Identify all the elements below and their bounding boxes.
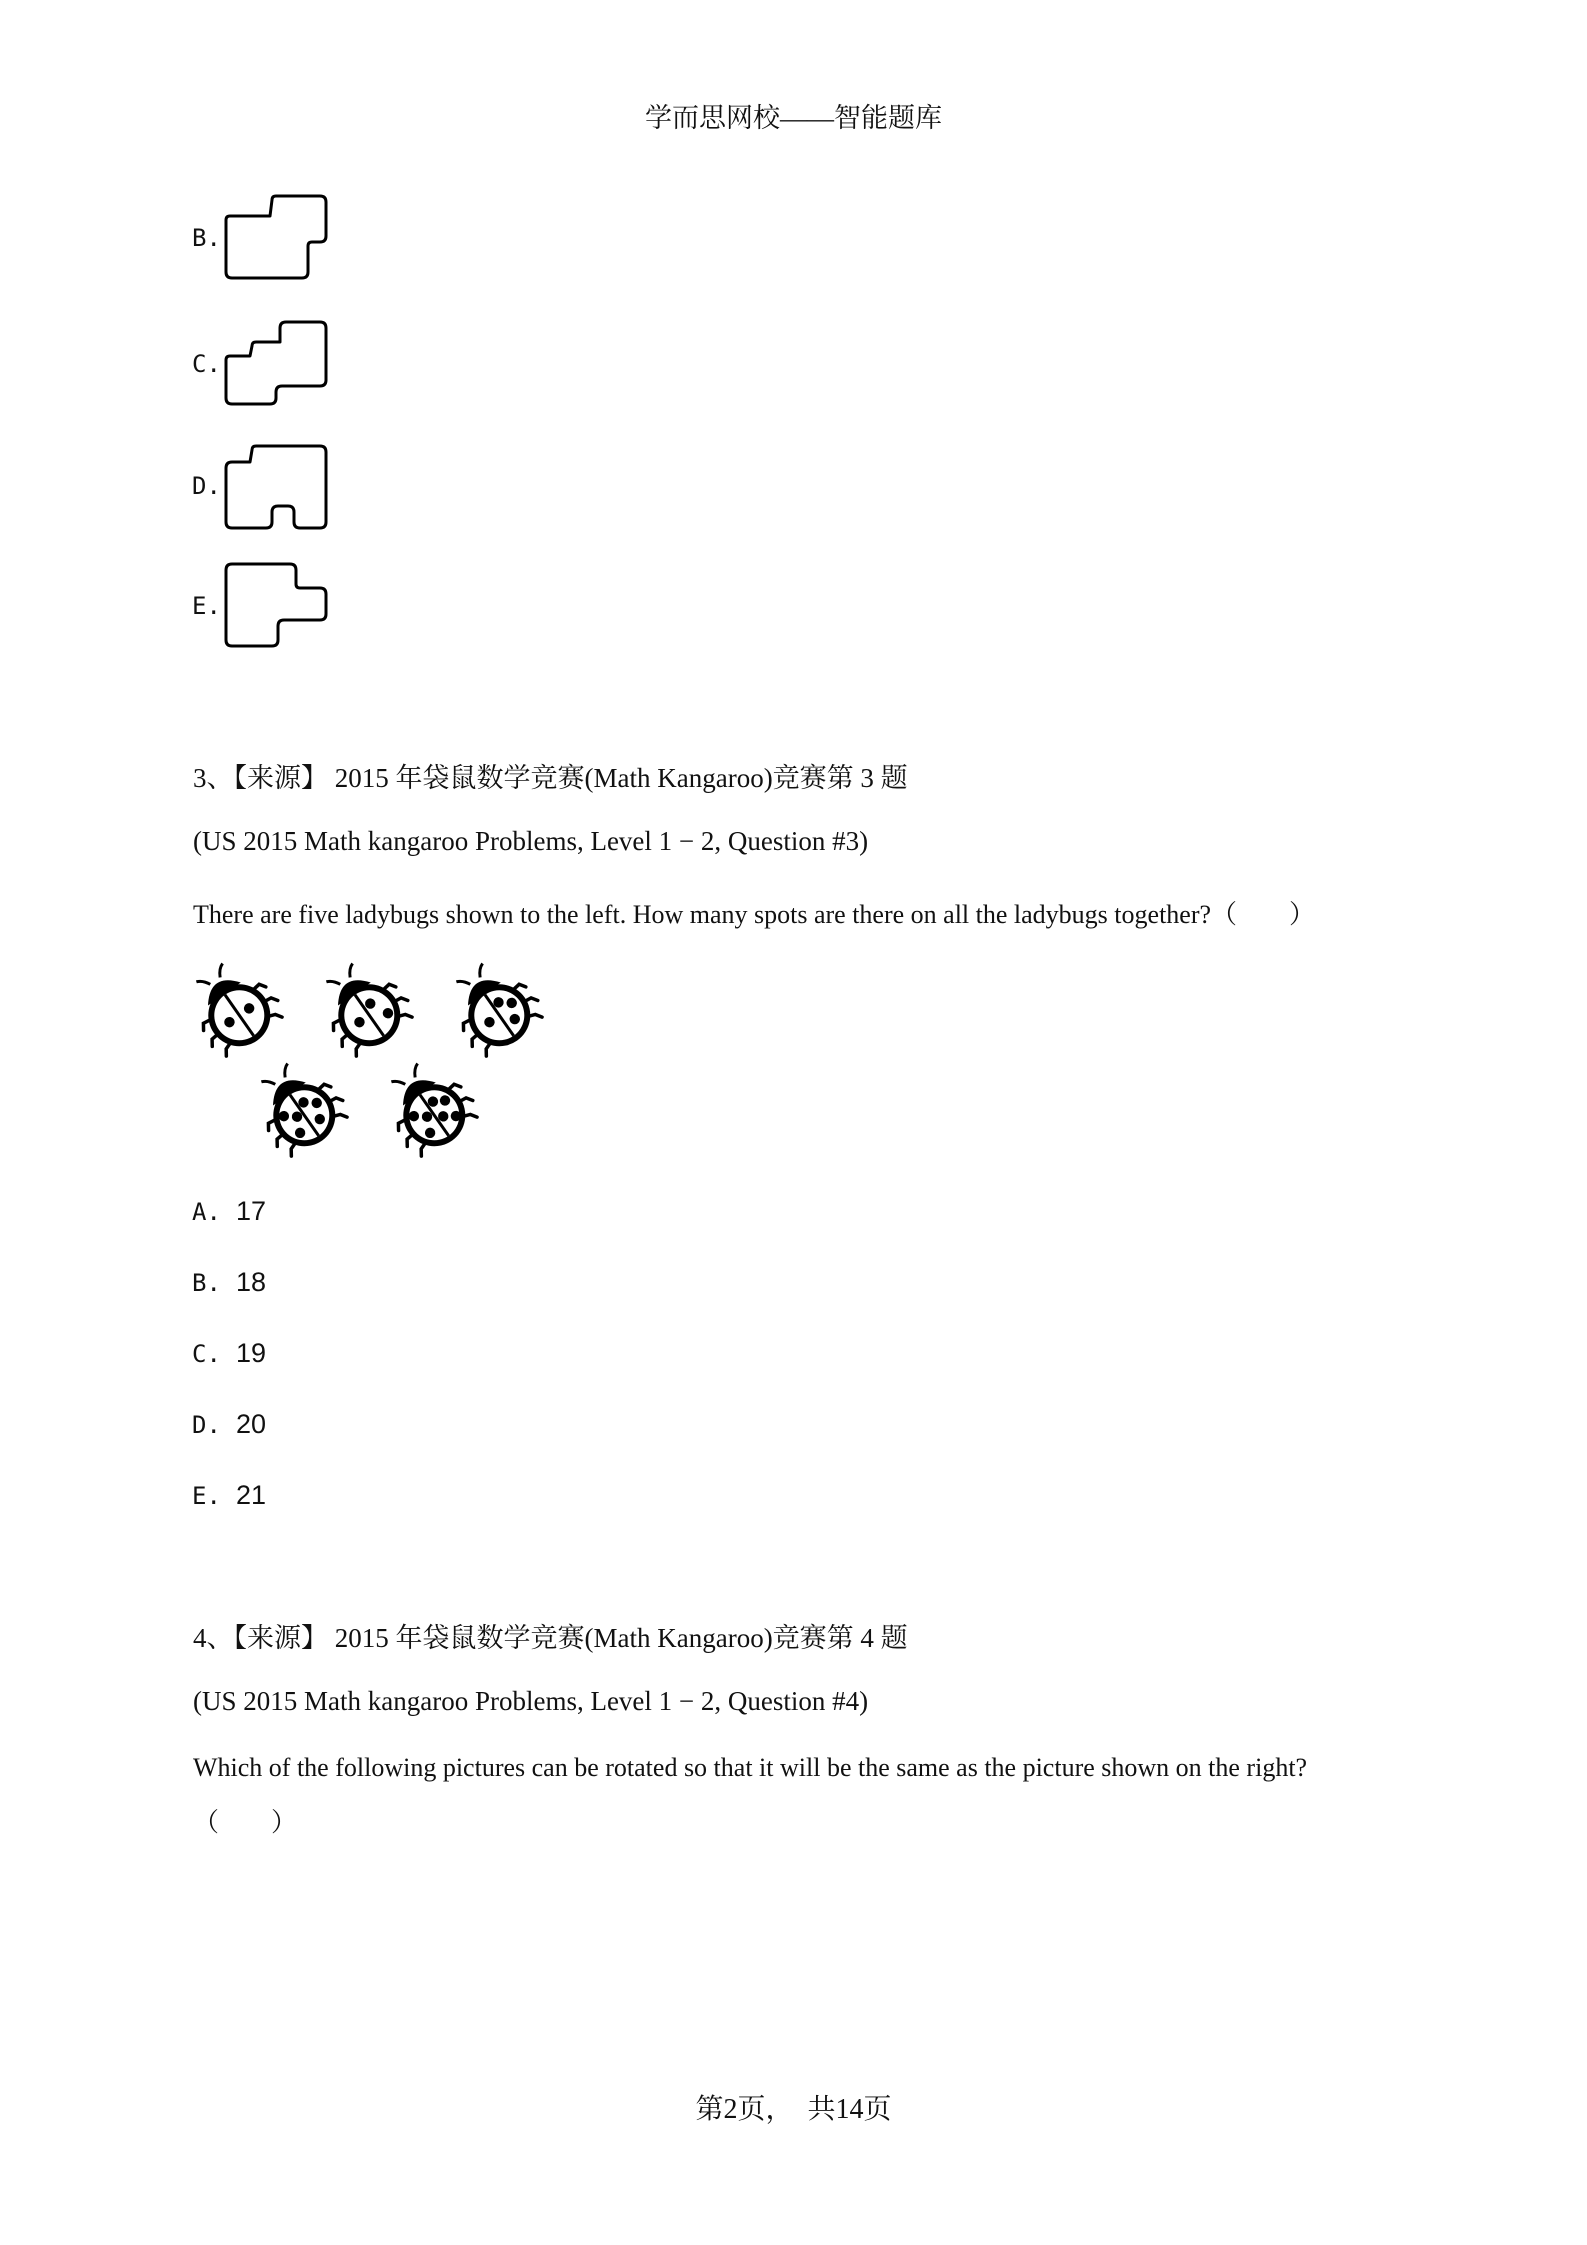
ladybug-2 (320, 960, 414, 1058)
ladybug-icon (255, 1060, 349, 1158)
ladybug-4 (255, 1060, 349, 1158)
page-footer: 第2页， 共14页 (695, 2094, 892, 2125)
option-letter: D. (192, 1411, 221, 1439)
puzzle-shape-d-icon (220, 440, 332, 536)
option-letter: E. (192, 592, 221, 620)
question-3-text: There are five ladybugs shown to the left. How many spots are there on all the ladybugs together?（ ） (193, 900, 1316, 929)
question-4-source: 4、【来源】 2015 年袋鼠数学竞赛(Math Kangaroo)竞赛第 4 题 (193, 1623, 908, 1653)
ladybug-icon (190, 960, 284, 1058)
puzzle-shape-c-icon (220, 316, 332, 412)
option-letter: C. (192, 350, 221, 378)
ladybug-3 (450, 960, 544, 1058)
ladybug-icon (320, 960, 414, 1058)
option-value: 19 (236, 1338, 267, 1368)
answer-blank: （ ） (193, 1808, 298, 1837)
ladybug-icon (385, 1060, 479, 1158)
ladybug-5 (385, 1060, 479, 1158)
option-letter: A. (192, 1198, 221, 1226)
option-value: 18 (236, 1267, 267, 1297)
option-letter: E. (192, 1482, 221, 1510)
option-letter: B. (192, 224, 221, 252)
option-value: 20 (236, 1409, 267, 1439)
option-letter: B. (192, 1269, 221, 1297)
question-4-reference: (US 2015 Math kangaroo Problems, Level 1 − 2, Question #4) (193, 1686, 869, 1716)
ladybug-icon (450, 960, 544, 1058)
option-letter: D. (192, 472, 221, 500)
page-header: 学而思网校——智能题库 (645, 103, 942, 133)
ladybug-1 (190, 960, 284, 1058)
puzzle-shape-e-icon (220, 558, 332, 654)
option-value: 21 (236, 1480, 267, 1510)
puzzle-shape-b-icon (220, 190, 332, 286)
option-letter: C. (192, 1340, 221, 1368)
question-4-text: Which of the following pictures can be rotated so that it will be the same as the picture shown on the right? (193, 1753, 1308, 1782)
question-3-source: 3、【来源】 2015 年袋鼠数学竞赛(Math Kangaroo)竞赛第 3 题 (193, 763, 908, 793)
option-value: 17 (236, 1196, 267, 1226)
question-3-reference: (US 2015 Math kangaroo Problems, Level 1 − 2, Question #3) (193, 826, 869, 856)
